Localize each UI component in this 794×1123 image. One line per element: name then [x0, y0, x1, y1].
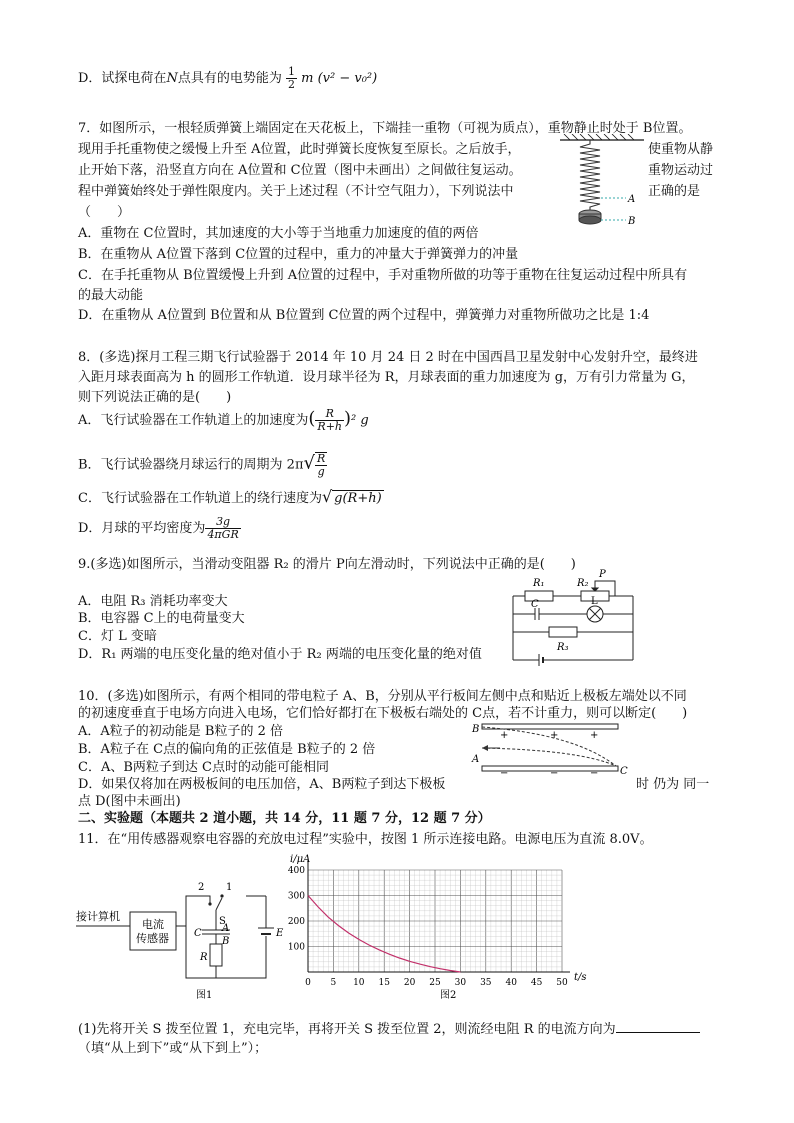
q11-fig1-to-pc: 接计算机 — [76, 910, 120, 923]
q9-fig-r2: R₂ — [577, 578, 589, 589]
q10-plates-figure — [470, 718, 638, 780]
q7-option-c-1: C．在手托重物从 B位置缓慢上升到 A位置的过程中，手对重物所做的功等于重物在往复运动过程中所具有 — [78, 268, 688, 283]
chart-y-tick-label: 200 — [287, 917, 305, 927]
q7-stem-3b: 重物运动过 — [648, 163, 714, 178]
chart-y-tick-label: 100 — [287, 942, 305, 953]
q10-fig-plus-2: + — [550, 730, 559, 741]
q11-sub1-line-1: (1)先将开关 S 拨至位置 1，充电完毕，再将开关 S 拨至位置 2，则流经电阻 R 的电流方向为 — [78, 1018, 700, 1037]
q10-option-d-2: 点 D(图中未画出) — [78, 794, 181, 809]
q9-option-a: A．电阻 R₃ 消耗功率变大 — [78, 594, 228, 609]
q11-fig1-sensor-2: 传感器 — [136, 932, 169, 945]
q8-option-d: D．月球的平均密度为 $\frac{3g}{\text{4πGR}}$ — [78, 515, 239, 541]
q11-sub1-line-2: （填“从上到下”或“从下到上”）； — [78, 1041, 268, 1056]
chart-y-tick-label: 400 — [287, 866, 305, 876]
q8-stem-3: 则下列说法正确的是( ) — [78, 390, 232, 405]
chart-xlabel: t/s — [574, 972, 587, 983]
q10-fig-minus-2: − — [550, 768, 559, 779]
q9-fig-p: P — [599, 569, 606, 580]
q11-stem: 11．在“用传感器观察电容器的充放电过程”实验中，按图 1 所示连接电路。电源电压为直流 8.0V。 — [78, 832, 653, 847]
q8-option-a: A．飞行试验器在工作轨道上的加速度为( $\frac{R}{R+h}$ )² g — [78, 407, 369, 433]
q7-stem-4b: 正确的是 — [648, 184, 701, 199]
q11-fig1-sensor-1: 电流 — [142, 918, 164, 931]
q7-option-d: D．在重物从 A位置到 B位置和从 B位置到 C位置的两个过程中，弹簧弹力对重物所做功之比是 1:4 — [78, 308, 650, 323]
q11-fig1-c: C — [194, 928, 202, 939]
q7-fig-label-a: A — [628, 194, 636, 205]
q7-fig-label-b: B — [628, 216, 636, 227]
q7-stem-2b: 使重物从静 — [648, 142, 714, 157]
chart-x-tick-label: 20 — [403, 978, 416, 988]
section-2-heading: 二、实验题（本题共 2 道小题，共 14 分，11 题 7 分，12 题 7 分） — [78, 811, 491, 826]
q11-fig1-a: A — [222, 923, 230, 934]
q7-option-c-2: 的最大动能 — [78, 288, 144, 303]
chart-x-tick-label: 5 — [330, 978, 337, 988]
q10-stem-1: 10．(多选)如图所示，有两个相同的带电粒子 A、B，分别从平行板间左侧中点和贴近上极板左端处以不同 — [78, 689, 687, 704]
q8-stem-2: 入距月球表面高为 h 的圆形工作轨道．设月球半径为 R，月球表面的重力加速度为 g，万有引力常量为 G， — [78, 370, 695, 385]
q10-fig-a: A — [472, 754, 480, 765]
q7-stem-1: 7．如图所示，一根轻质弹簧上端固定在天花板上，下端挂一重物（可视为质点），重物静止时处于 B位置。 — [78, 121, 692, 136]
q10-fig-c: C — [620, 766, 628, 777]
q10-option-d-1b: 时 仍为 同一 — [636, 777, 710, 792]
q11-fig1-circuit — [76, 880, 286, 1002]
chart-caption: 图2 — [440, 990, 457, 1001]
q9-fig-l: L — [591, 596, 598, 607]
q7-stem-4: 程中弹簧始终处于弹性限度内。关于上述过程（不计空气阻力），下列说法中 — [78, 184, 514, 199]
q11-fig1-e: E — [276, 928, 284, 939]
q10-fig-plus-1: + — [500, 730, 509, 741]
q8-option-c: C．飞行试验器在工作轨道上的绕行速度为√ g(R+h) — [78, 487, 382, 506]
q11-fig1-b: B — [222, 936, 230, 947]
q10-fig-plus-3: + — [590, 730, 599, 741]
q11-sub1-blank[interactable] — [616, 1032, 700, 1033]
q9-fig-r1: R₁ — [533, 578, 545, 589]
q7-option-a: A．重物在 C位置时，其加速度的大小等于当地重力加速度的值的两倍 — [78, 226, 479, 241]
q9-stem: 9.(多选)如图所示，当滑动变阻器 R₂ 的滑片 P向左滑动时，下列说法中正确的是( ) — [78, 557, 576, 572]
q10-stem-2: 的初速度垂直于电场方向进入电场，它们恰好都打在下极板右端处的 C点，若不计重力，则可以断定( ) — [78, 706, 688, 721]
q9-option-d: D．R₁ 两端的电压变化量的绝对值小于 R₂ 两端的电压变化量的绝对值 — [78, 647, 482, 662]
chart-x-tick-label: 35 — [480, 978, 492, 988]
q10-option-d-1: D．如果仅将加在两极板间的电压加倍，A、B两粒子到达下极板 — [78, 777, 446, 792]
q9-fig-r3: R₃ — [557, 642, 569, 653]
chart-ylabel: i/μA — [290, 854, 311, 865]
q11-fig2-chart — [284, 852, 594, 1002]
q8-option-b: B．飞行试验器绕月球运行的周期为 2π√ $\frac{R}{g}$ — [78, 452, 326, 478]
q7-stem-2: 现用手托重物使之缓慢上升至 A位置，此时弹簧长度恢复至原长。之后放手， — [78, 142, 521, 157]
q9-circuit-figure — [505, 568, 645, 666]
chart-x-tick-label: 50 — [556, 978, 568, 988]
chart-x-tick-label: 10 — [353, 978, 365, 988]
q7-answer-paren: （ ） — [78, 205, 131, 220]
q11-fig1-r: R — [200, 952, 208, 963]
q10-option-c: C．A、B两粒子到达 C点时的动能可能相同 — [78, 760, 329, 775]
q7-stem-3: 止开始下落，沿竖直方向在 A位置和 C位置（图中未画出）之间做往复运动。 — [78, 163, 522, 178]
chart-x-tick-label: 25 — [429, 978, 441, 988]
chart-x-tick-label: 30 — [454, 978, 467, 988]
q9-option-b: B．电容器 C上的电荷量变大 — [78, 611, 245, 626]
q10-fig-minus-1: − — [500, 768, 509, 779]
q9-option-c: C．灯 L 变暗 — [78, 629, 157, 644]
q11-fig1-pos-2: 2 — [198, 882, 205, 893]
chart-x-tick-label: 0 — [305, 978, 311, 988]
chart-x-tick-label: 45 — [530, 978, 543, 988]
q11-fig1-pos-1: 1 — [226, 882, 233, 893]
q8-stem-1: 8．(多选)探月工程三期飞行试验器于 2014 年 10 月 24 日 2 时在中国西昌卫星发射中心发射升空，最终进 — [78, 350, 698, 365]
chart-x-tick-label: 40 — [505, 978, 517, 988]
q7-option-b: B．在重物从 A位置下落到 C位置的过程中，重力的冲量大于弹簧弹力的冲量 — [78, 247, 519, 262]
chart-x-tick-label: 15 — [378, 978, 390, 988]
q10-option-b: B．A粒子在 C点的偏向角的正弦值是 B粒子的 2 倍 — [78, 742, 376, 757]
q10-fig-b: B — [472, 724, 480, 735]
q7-spring-figure — [560, 134, 644, 234]
chart-y-tick-label: 300 — [287, 891, 305, 902]
q10-option-a: A．A粒子的初动能是 B粒子的 2 倍 — [78, 724, 283, 739]
q11-fig1-caption: 图1 — [196, 990, 213, 1001]
q9-fig-c: C — [531, 599, 539, 610]
q10-fig-minus-3: − — [590, 768, 599, 779]
q6-option-d: D．试探电荷在N点具有的电势能为 $\frac{1}{2}$ m (v² − v₀²) — [78, 65, 378, 91]
q11-fig1-s: S — [219, 916, 226, 927]
